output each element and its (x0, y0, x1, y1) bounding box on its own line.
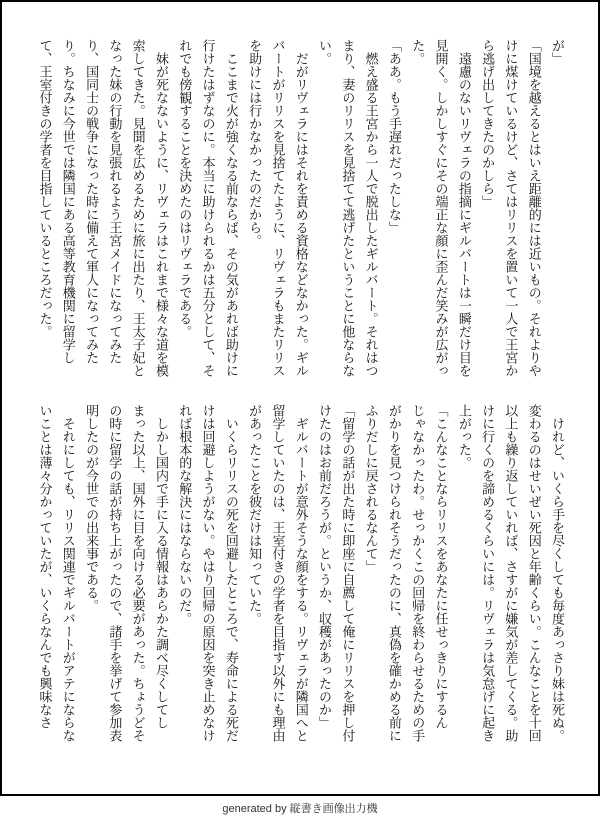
paragraph: 「国境を越えるとはいえ距離的には近いもの。それよりやけに煤けているけど、さてはリリスを置いて一人で王宮から逃げ出してきたのかしら」 (479, 39, 541, 377)
paragraph: が」 (549, 39, 564, 65)
paragraph: ここまで火が強くなる前ならば、その気があれば助けに行けたはずなのに。本当に助けられるかは五分として、それでも傍観することを決めたのはリヴェラである。 (176, 39, 238, 377)
footer-caption: generated by 縦書き画像出力機 (222, 803, 378, 815)
text-block-bottom (32, 404, 568, 744)
paragraph: 「ああ。もう手遅れだったしな」 (385, 39, 401, 234)
paragraph: だがリヴェラにはそれを責める資格などなかった。ギルバートがリリスを見捨てたように、リヴェラもまたリリスを助けには行かなかったのだから。 (246, 39, 308, 377)
paragraph: けれど、いくら手を尽くしても毎度あっさり妹は死ぬ。変わるのはせいぜい死因と年齢くらい。こんなことを十回以上も繰り返していれば、さすがに嫌気が差してくる。助けに行くのを諦めるくらいには。リヴェラは気怠げに起き上がった。 (455, 404, 564, 742)
paragraph: しかし国内で手に入る情報はあらかた調べ尽くしてしまった以上、国外に目を向ける必要があった。ちょうどその時に留学の話が持ち上がったので、諸手を挙げて参加表明したのが今世での出来事である。 (83, 404, 168, 742)
paragraph: 遠慮のないリヴェラの指摘にギルバートは一瞬だけ目を見開く。しかしすぐにその端正な顔に歪んだ笑みが広がった。 (409, 39, 471, 377)
paragraph: 「留学の話が出た時に即座に自薦して俺にリリスを押し付けたのはお前だろうが。というか、収穫があったのか」 (316, 404, 355, 742)
paragraph: ギルバートが意外そうな顔をする。リヴェラが隣国へと留学していたのは、王室付きの学者を目指す以外にも理由があったことを彼だけは知っていた。 (246, 404, 308, 742)
paragraph: 「こんなことならリリスをあなたに任せっきりにするんじゃなかったわ。せっかくこの回帰を終わらせるための手がかりを見つけられそうだったのに、真偽を確かめる前にふりだしに戻されるなんて」 (362, 404, 448, 742)
paragraph: 燃え盛る王宮から一人で脱出したギルバート。それはつまり、妻のリリスを見捨てて逃げたということに他ならない。 (316, 39, 378, 377)
paragraph: いくらリリスの死を回避したところで、寿命による死だけは回避しようがない。やはり回帰の原因を突き止めなければ根本的な解決にはならないのだ。 (176, 404, 238, 742)
paragraph: それにしても、リリス関連でギルバートがアテにならないことは薄々分かっていたが、いくらなんでも興味なさ (36, 404, 75, 742)
paragraph: 妹が死なないように、リヴェラはこれまで様々な道を模索してきた。見聞を広めるために旅に出たり、王太子妃となった妹の行動を見張れるよう王宮メイドになってみたり、国同士の戦争になった時に備えて軍人になってみたり。ちなみに今世では隣国にある高等教育機関に留学して、王室付きの学者を目指しているところだった。 (36, 39, 168, 377)
text-block-top (32, 39, 568, 379)
